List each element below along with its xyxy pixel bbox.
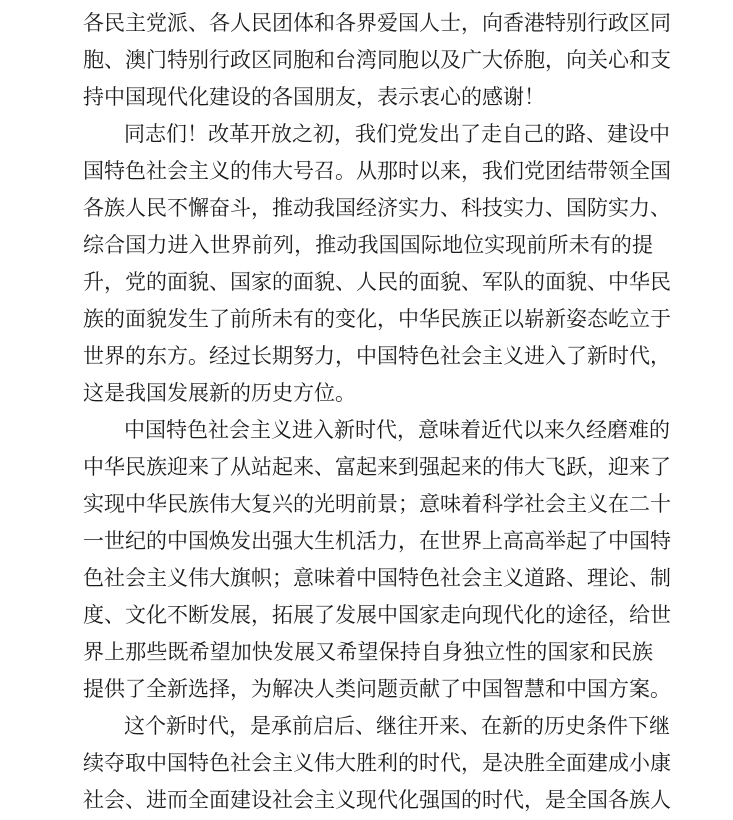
- text-line: 提供了全新选择，为解决人类问题贡献了中国智慧和中国方案。: [83, 677, 671, 701]
- text-line: 色社会主义伟大旗帜；意味着中国特色社会主义道路、理论、制: [83, 566, 671, 590]
- text-line: 胞、澳门特别行政区同胞和台湾同胞以及广大侨胞，向关心和支: [83, 48, 671, 72]
- text-line: 度、文化不断发展，拓展了发展中国家走向现代化的途径，给世: [83, 603, 671, 627]
- paragraph-first-line: 同志们！改革开放之初，我们党发出了走自己的路、建设中: [124, 122, 670, 146]
- text-line: 社会、进而全面建设社会主义现代化强国的时代，是全国各族人: [83, 788, 671, 812]
- text-line: 世界的东方。经过长期努力，中国特色社会主义进入了新时代，: [83, 344, 671, 368]
- text-line: 这是我国发展新的历史方位。: [83, 381, 356, 405]
- text-line: 国特色社会主义的伟大号召。从那时以来，我们党团结带领全国: [83, 159, 671, 183]
- text-line: 升，党的面貌、国家的面貌、人民的面貌、军队的面貌、中华民: [83, 270, 671, 294]
- text-line: 各族人民不懈奋斗，推动我国经济实力、科技实力、国防实力、: [83, 196, 671, 220]
- text-line: 实现中华民族伟大复兴的光明前景；意味着科学社会主义在二十: [83, 492, 671, 516]
- paragraph-first-line: 这个新时代，是承前启后、继往开来、在新的历史条件下继: [124, 714, 670, 738]
- text-line: 持中国现代化建设的各国朋友，表示衷心的感谢！: [83, 85, 545, 109]
- text-line: 族的面貌发生了前所未有的变化，中华民族正以崭新姿态屹立于: [83, 307, 671, 331]
- text-line: 各民主党派、各人民团体和各界爱国人士，向香港特别行政区同: [83, 11, 671, 35]
- paragraph-first-line: 中国特色社会主义进入新时代，意味着近代以来久经磨难的: [124, 418, 670, 442]
- text-line: 一世纪的中国焕发出强大生机活力，在世界上高高举起了中国特: [83, 529, 671, 553]
- text-line: 界上那些既希望加快发展又希望保持自身独立性的国家和民族: [83, 640, 653, 664]
- text-line: 综合国力进入世界前列，推动我国国际地位实现前所未有的提: [83, 233, 653, 257]
- text-line: 续夺取中国特色社会主义伟大胜利的时代，是决胜全面建成小康: [83, 751, 671, 775]
- text-line: 中华民族迎来了从站起来、富起来到强起来的伟大飞跃，迎来了: [83, 455, 671, 479]
